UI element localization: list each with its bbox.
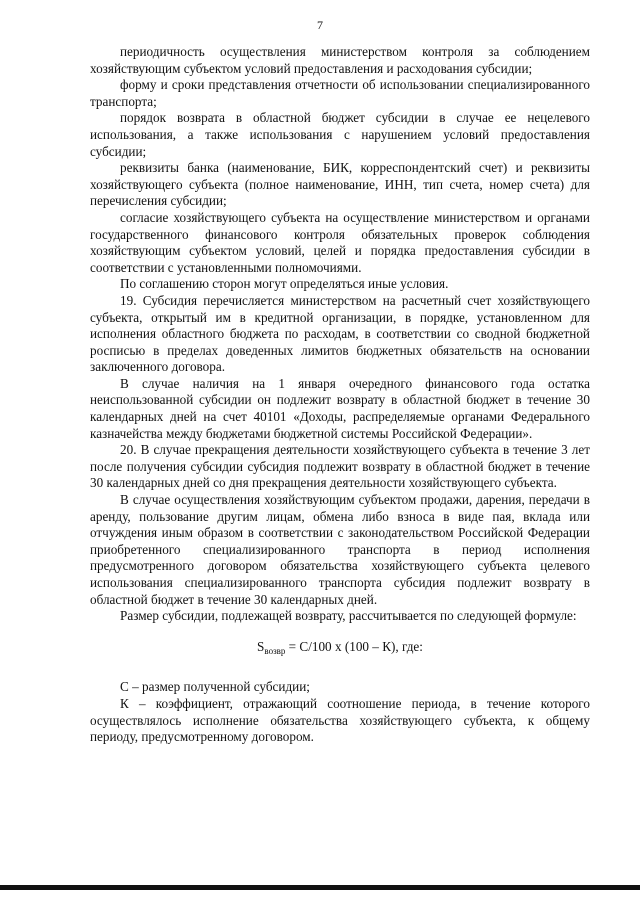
paragraph: К – коэффициент, отражающий соотношение периода, в течение которого осуществлялось исполнение обязательства хозяйствующего субъекта, к общему периоду, предусмотренному договором. xyxy=(90,695,590,745)
paragraph: По соглашению сторон могут определяться иные условия. xyxy=(120,276,449,292)
paragraph: Размер субсидии, подлежащей возврату, рассчитывается по следующей формуле: xyxy=(120,608,577,624)
paragraph: реквизиты банка (наименование, БИК, корреспондентский счет) и реквизиты хозяйствующего субъекта (полное наименование, ИНН, тип счета, номер счета) для перечисления субсидии; xyxy=(90,160,590,209)
document-body xyxy=(90,44,590,746)
paragraph: порядок возврата в областной бюджет субсидии в случае ее нецелевого использования, а также использования с нарушением условий предоставления субсидии; xyxy=(90,110,590,159)
bottom-scan-border xyxy=(0,885,640,890)
paragraph: 19. Субсидия перечисляется министерством на расчетный счет хозяйствующего субъекта, открытый им в кредитной организации, в порядке, установленном для исполнения областного бюджета по расходам, в соответствии со сводной бюджетной росписью в пределах доведенных лимитов бюджетных обязательств на основании заключенного договора. xyxy=(90,292,590,375)
page-number: 7 xyxy=(317,18,323,32)
formula xyxy=(90,639,590,660)
paragraph: форму и сроки представления отчетности об использовании специализированного транспорта; xyxy=(90,77,590,109)
paragraph: 20. В случае прекращения деятельности хозяйствующего субъекта в течение 3 лет после получения субсидии субсидия подлежит возврату в областной бюджет в течение 30 календарных дней со дня прекращения деятельности хозяйствующего субъекта. xyxy=(90,442,590,491)
paragraph: С – размер полученной субсидии; xyxy=(120,679,310,695)
formula-subscript: возвр xyxy=(264,645,286,656)
formula-expression: = С/100 x (100 – К), где: xyxy=(285,638,423,654)
formula-symbol: S xyxy=(257,638,265,654)
paragraph: В случае наличия на 1 января очередного финансового года остатка неиспользованной субсидии он подлежит возврату в областной бюджет в течение 30 календарных дней на счет 40101 «Доходы, распределяемые органами Федерального казначейства между бюджетами бюджетной системы Российской Федерации». xyxy=(90,375,590,441)
paragraph: периодичность осуществления министерством контроля за соблюдением хозяйствующим субъектом условий предоставления и расходования субсидии; xyxy=(90,44,590,76)
paragraph: согласие хозяйствующего субъекта на осуществление министерством и органами государственного финансового контроля обязательных проверок соблюдения хозяйствующим субъектом условий, целей и порядка предоставления субсидии в соответствии с установленными полномочиями. xyxy=(90,209,590,275)
paragraph: В случае осуществления хозяйствующим субъектом продажи, дарения, передачи в аренду, пользование другим лицам, обмена либо взноса в виде пая, вклада или отчуждения иным образом в соответствии с законодательством Российской Федерации приобретенного специализированного транспорта в период исполнения предусмотренного договором обязательства хозяйствующего субъекта целевого использования специализированного транспорта субсидия подлежит возврату в областной бюджет в течение 30 календарных дней. xyxy=(90,492,590,607)
